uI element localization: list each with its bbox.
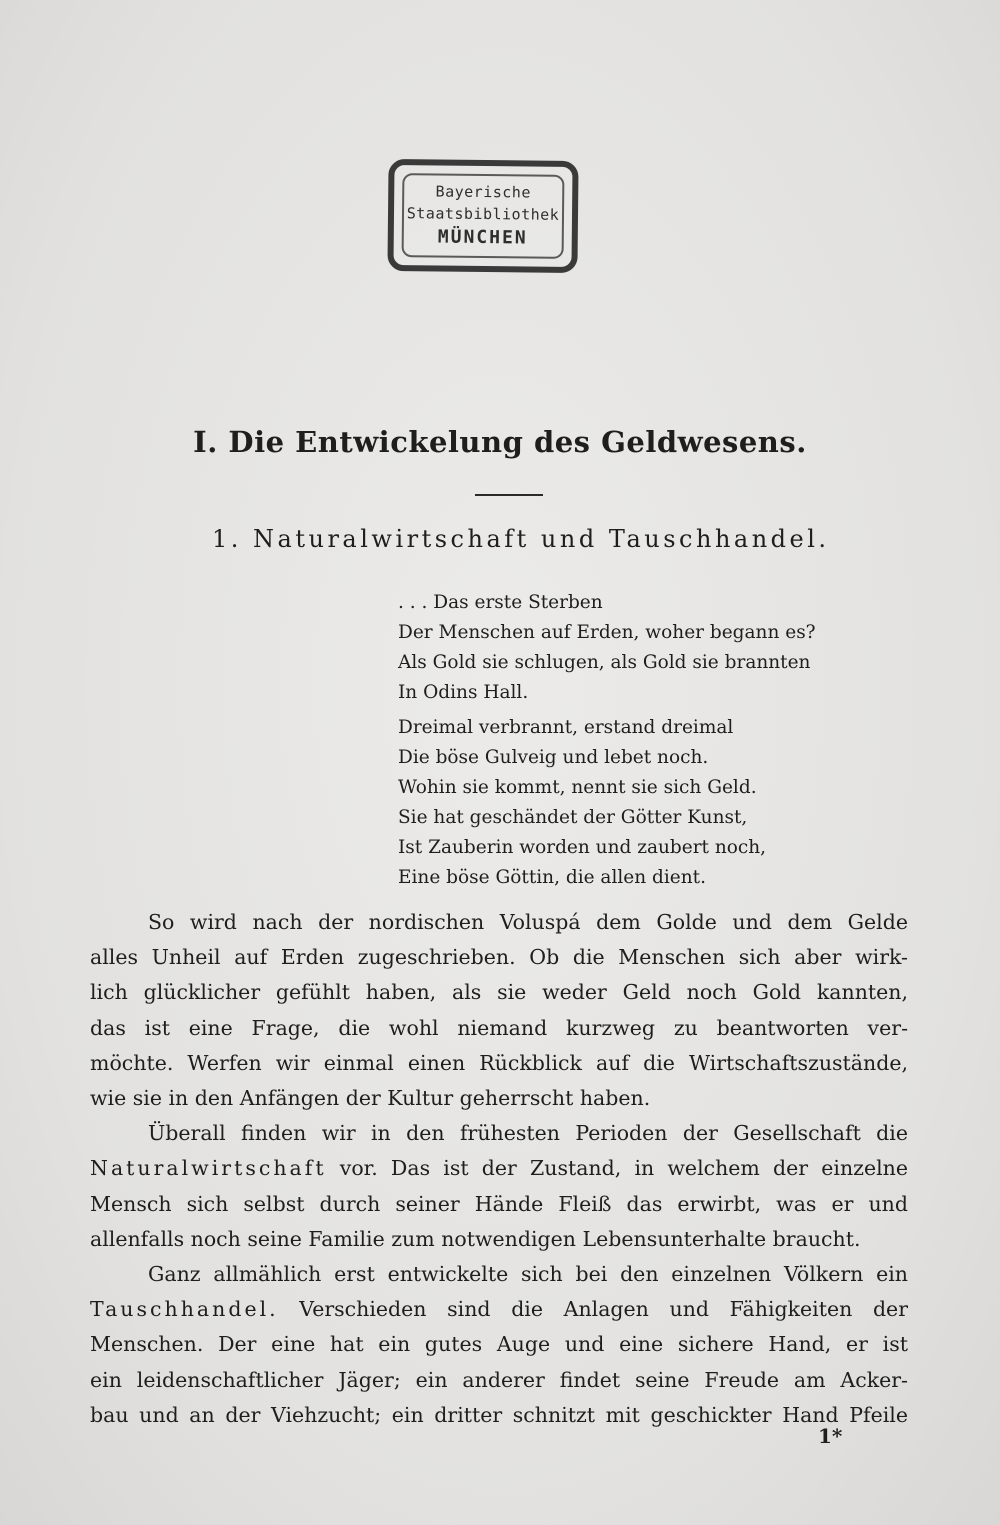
- library-stamp-frame: [402, 173, 565, 259]
- verse-line: Die böse Gulveig und lebet noch.: [398, 747, 709, 768]
- body-text: [90, 905, 908, 1433]
- stamp-city: MÜNCHEN: [437, 226, 528, 249]
- body-line: Menschen. Der eine hat ein gutes Auge und eine sichere Hand, er ist: [90, 1332, 908, 1357]
- body-line: wie sie in den Anfängen der Kultur geherrscht haben.: [90, 1086, 651, 1111]
- verse-line: Als Gold sie schlugen, als Gold sie brannten: [398, 652, 811, 673]
- verse-line: Ist Zauberin worden und zaubert noch,: [398, 837, 767, 858]
- body-line: alles Unheil auf Erden zugeschrieben. Ob die Menschen sich aber wirk-: [90, 945, 908, 970]
- verse-line: In Odins Hall.: [398, 682, 529, 703]
- body-line-rest: vor. Das ist der Zustand, in welchem der einzelne: [326, 1156, 908, 1181]
- section-title: 1. Naturalwirtschaft und Tauschhandel.: [212, 525, 830, 553]
- body-line: allenfalls noch seine Familie zum notwendigen Lebensunterhalte braucht.: [90, 1226, 861, 1251]
- verse-stanza-1: [398, 588, 898, 708]
- body-line: So wird nach der nordischen Voluspá dem Golde und dem Gelde: [148, 910, 908, 934]
- emphasized-term: Tauschhandel.: [90, 1297, 279, 1322]
- body-line: bau und an der Viehzucht; ein dritter schnitzt mit geschickter Hand Pfeile: [90, 1402, 908, 1427]
- body-line: Mensch sich selbst durch seiner Hände Fleiß das erwirbt, was er und: [90, 1191, 908, 1216]
- verse-line: Der Menschen auf Erden, woher begann es?: [398, 622, 816, 643]
- chapter-title: I. Die Entwickelung des Geldwesens.: [193, 425, 807, 459]
- verse-line: Sie hat geschändet der Götter Kunst,: [398, 807, 748, 828]
- verse-line: . . . Das erste Sterben: [398, 592, 603, 613]
- body-line: Überall finden wir in den frühesten Perioden der Gesellschaft die: [148, 1121, 908, 1146]
- verse-line: Eine böse Göttin, die allen dient.: [398, 867, 706, 888]
- body-line: [90, 1292, 908, 1327]
- verse-stanza-2: [398, 713, 898, 893]
- stamp-line-1: Bayerische: [435, 182, 531, 202]
- title-divider: [475, 494, 543, 496]
- body-line: lich glücklicher gefühlt haben, als sie weder Geld noch Gold kannten,: [90, 980, 908, 1005]
- emphasized-term: Naturalwirtschaft: [90, 1156, 327, 1181]
- page-number: 1*: [818, 1424, 843, 1448]
- stamp-line-2: Staatsbibliothek: [406, 204, 560, 224]
- body-line: Ganz allmählich erst entwickelte sich bei den einzelnen Völkern ein: [148, 1262, 908, 1287]
- library-stamp: [387, 159, 578, 273]
- body-line: das ist eine Frage, die wohl niemand kurzweg zu beantworten ver-: [90, 1015, 908, 1040]
- body-line: ein leidenschaftlicher Jäger; ein anderer findet seine Freude am Acker-: [90, 1367, 908, 1392]
- body-line-rest: Verschieden sind die Anlagen und Fähigkeiten der: [278, 1297, 908, 1322]
- verse-line: Dreimal verbrannt, erstand dreimal: [398, 717, 734, 738]
- body-line: möchte. Werfen wir einmal einen Rückblick auf die Wirtschaftszustände,: [90, 1050, 908, 1075]
- body-line: [90, 1151, 908, 1186]
- verse-line: Wohin sie kommt, nennt sie sich Geld.: [398, 777, 757, 798]
